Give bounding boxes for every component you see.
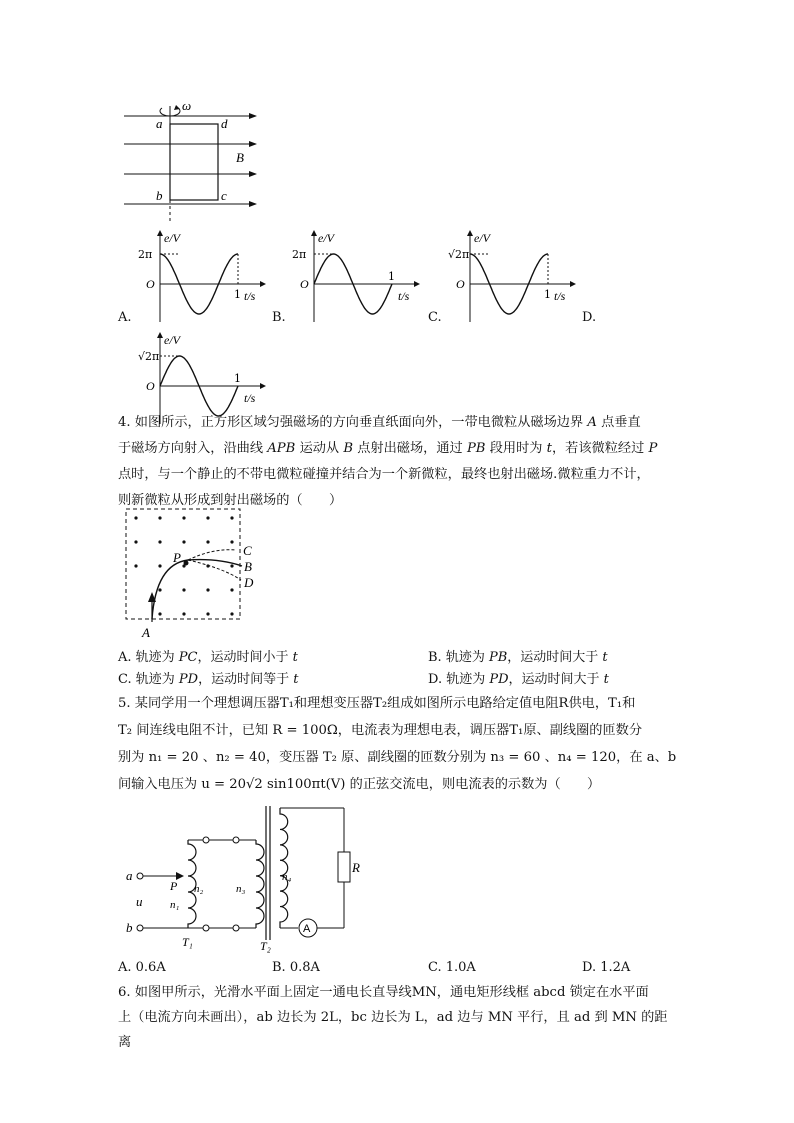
option-graph-a[interactable] bbox=[118, 228, 268, 324]
q3-option-a-letter[interactable]: A. bbox=[118, 310, 132, 325]
field-dot bbox=[182, 612, 185, 615]
field-dot bbox=[182, 588, 185, 591]
x-axis-label: t/s bbox=[244, 289, 256, 303]
q5-option-d[interactable]: D. 1.2A bbox=[582, 960, 631, 975]
corner-d-label: d bbox=[221, 116, 228, 131]
origin-label: O bbox=[456, 277, 465, 291]
point-P-label: P bbox=[173, 550, 181, 565]
period-end-label: 1 bbox=[388, 270, 395, 283]
field-dot bbox=[206, 612, 209, 615]
n2-label: n₂ bbox=[194, 883, 204, 895]
x-axis-label: t/s bbox=[398, 289, 410, 303]
point-C-label: C bbox=[243, 543, 252, 558]
x-axis-label: t/s bbox=[554, 289, 566, 303]
resistor-R-label: R bbox=[352, 860, 360, 875]
field-dot bbox=[158, 612, 161, 615]
field-dot bbox=[230, 564, 233, 567]
terminal-b-label: b bbox=[126, 920, 133, 935]
origin-label: O bbox=[146, 379, 155, 393]
field-B-label: B bbox=[236, 150, 244, 165]
peak-label: 2π bbox=[292, 248, 307, 261]
field-dot bbox=[230, 516, 233, 519]
y-axis-label: e/V bbox=[164, 333, 180, 347]
origin-label: O bbox=[146, 277, 155, 291]
field-dot bbox=[158, 564, 161, 567]
q5-option-a[interactable]: A. 0.6A bbox=[118, 960, 166, 975]
question-4-text: 4. 如图所示，正方形区域匀强磁场的方向垂直纸面向外，一带电微粒从磁场边界 A 点垂直 于磁场方向射入，沿曲线 APB 运动从 B 点射出磁场，通过 PB 段用时为 t，若该微粒经过 P 点时，与一个静止的不带电微粒碰撞并结合为一个新微粒，最终也射出磁场.微粒重力不计， 则新微粒从形成到射出磁场的（ ） bbox=[118, 415, 658, 508]
field-dot bbox=[134, 540, 137, 543]
q5-option-b[interactable]: B. 0.8A bbox=[272, 960, 320, 975]
field-dot bbox=[230, 612, 233, 615]
ammeter-label: A bbox=[303, 923, 311, 935]
corner-a-label: a bbox=[156, 116, 163, 131]
field-dot bbox=[206, 540, 209, 543]
q3-option-b-letter[interactable]: B. bbox=[272, 310, 286, 325]
field-dot bbox=[230, 588, 233, 591]
point-D-label: D bbox=[244, 575, 254, 590]
x-axis-label: t/s bbox=[244, 391, 256, 405]
question-6-text: 6. 如图甲所示，光滑水平面上固定一通电长直导线MN，通电矩形线框 abcd 锁定在水平面 上（电流方向未画出），ab 边长为 2L，bc 边长为 L，ad 边与 MN 平行，且 ad 到 MN 的距离 bbox=[118, 985, 668, 1050]
q4-option-a[interactable]: A. 轨迹为 PC，运动时间小于 t bbox=[118, 650, 298, 665]
corner-b-label: b bbox=[156, 188, 163, 203]
rotating-coil-figure bbox=[118, 96, 268, 226]
n4-label: n₄ bbox=[282, 871, 292, 883]
period-end-label: 1 bbox=[234, 288, 241, 301]
voltage-u-label: u bbox=[136, 894, 143, 909]
peak-label: √2π bbox=[138, 350, 160, 363]
field-dot bbox=[134, 516, 137, 519]
terminal-a-label: a bbox=[126, 868, 133, 883]
field-dot bbox=[134, 564, 137, 567]
magnetic-field-figure bbox=[118, 504, 268, 644]
omega-label: ω bbox=[182, 98, 192, 113]
field-dot bbox=[230, 540, 233, 543]
y-axis-label: e/V bbox=[474, 231, 490, 245]
field-dot bbox=[158, 588, 161, 591]
peak-label: 2π bbox=[138, 248, 153, 261]
option-graph-b[interactable] bbox=[272, 228, 422, 324]
q4-option-c[interactable]: C. 轨迹为 PD，运动时间等于 t bbox=[118, 672, 299, 687]
q4-option-d[interactable]: D. 轨迹为 PD，运动时间大于 t bbox=[428, 672, 609, 687]
option-graph-c[interactable] bbox=[428, 228, 578, 324]
field-dot bbox=[182, 540, 185, 543]
question-5-text: 5. 某同学用一个理想调压器T₁和理想变压器T₂组成如图所示电路给定值电阻R供电，T₁和 T₂ 间连线电阻不计，已知 R = 100Ω，电流表为理想电表，调压器T₁原、副线圈的匝数分 别为 n₁ = 20 、n₂ = 40，变压器 T₂ 原、副线圈的匝数分别为 n₃ = 60 、n₄ = 120，在 a、b 间输入电压为 u = 20√2 sin100πt(V) 的正弦交流电，则电流表的示数为（ ） bbox=[118, 696, 677, 792]
period-end-label: 1 bbox=[544, 288, 551, 301]
field-dot bbox=[158, 516, 161, 519]
corner-c-label: c bbox=[221, 188, 227, 203]
q3-option-d-letter[interactable]: D. bbox=[582, 310, 597, 325]
n1-label: n₁ bbox=[170, 899, 180, 911]
T1-label: T₁ bbox=[182, 935, 193, 949]
y-axis-label: e/V bbox=[164, 231, 180, 245]
q4-option-b[interactable]: B. 轨迹为 PB，运动时间大于 t bbox=[428, 650, 608, 665]
y-axis-label: e/V bbox=[318, 231, 334, 245]
field-dot bbox=[206, 588, 209, 591]
n3-label: n₃ bbox=[236, 883, 246, 895]
field-dot bbox=[158, 540, 161, 543]
origin-label: O bbox=[300, 277, 309, 291]
point-A-label: A bbox=[142, 625, 150, 640]
field-dot bbox=[182, 516, 185, 519]
transformer-circuit-figure bbox=[118, 800, 378, 956]
peak-label: √2π bbox=[448, 248, 470, 261]
tap-P-label: P bbox=[170, 879, 178, 893]
T2-label: T₂ bbox=[260, 939, 271, 953]
q5-option-c[interactable]: C. 1.0A bbox=[428, 960, 476, 975]
point-B-label: B bbox=[244, 559, 252, 574]
period-end-label: 1 bbox=[234, 372, 241, 385]
field-dot bbox=[206, 516, 209, 519]
q3-option-c-letter[interactable]: C. bbox=[428, 310, 442, 325]
